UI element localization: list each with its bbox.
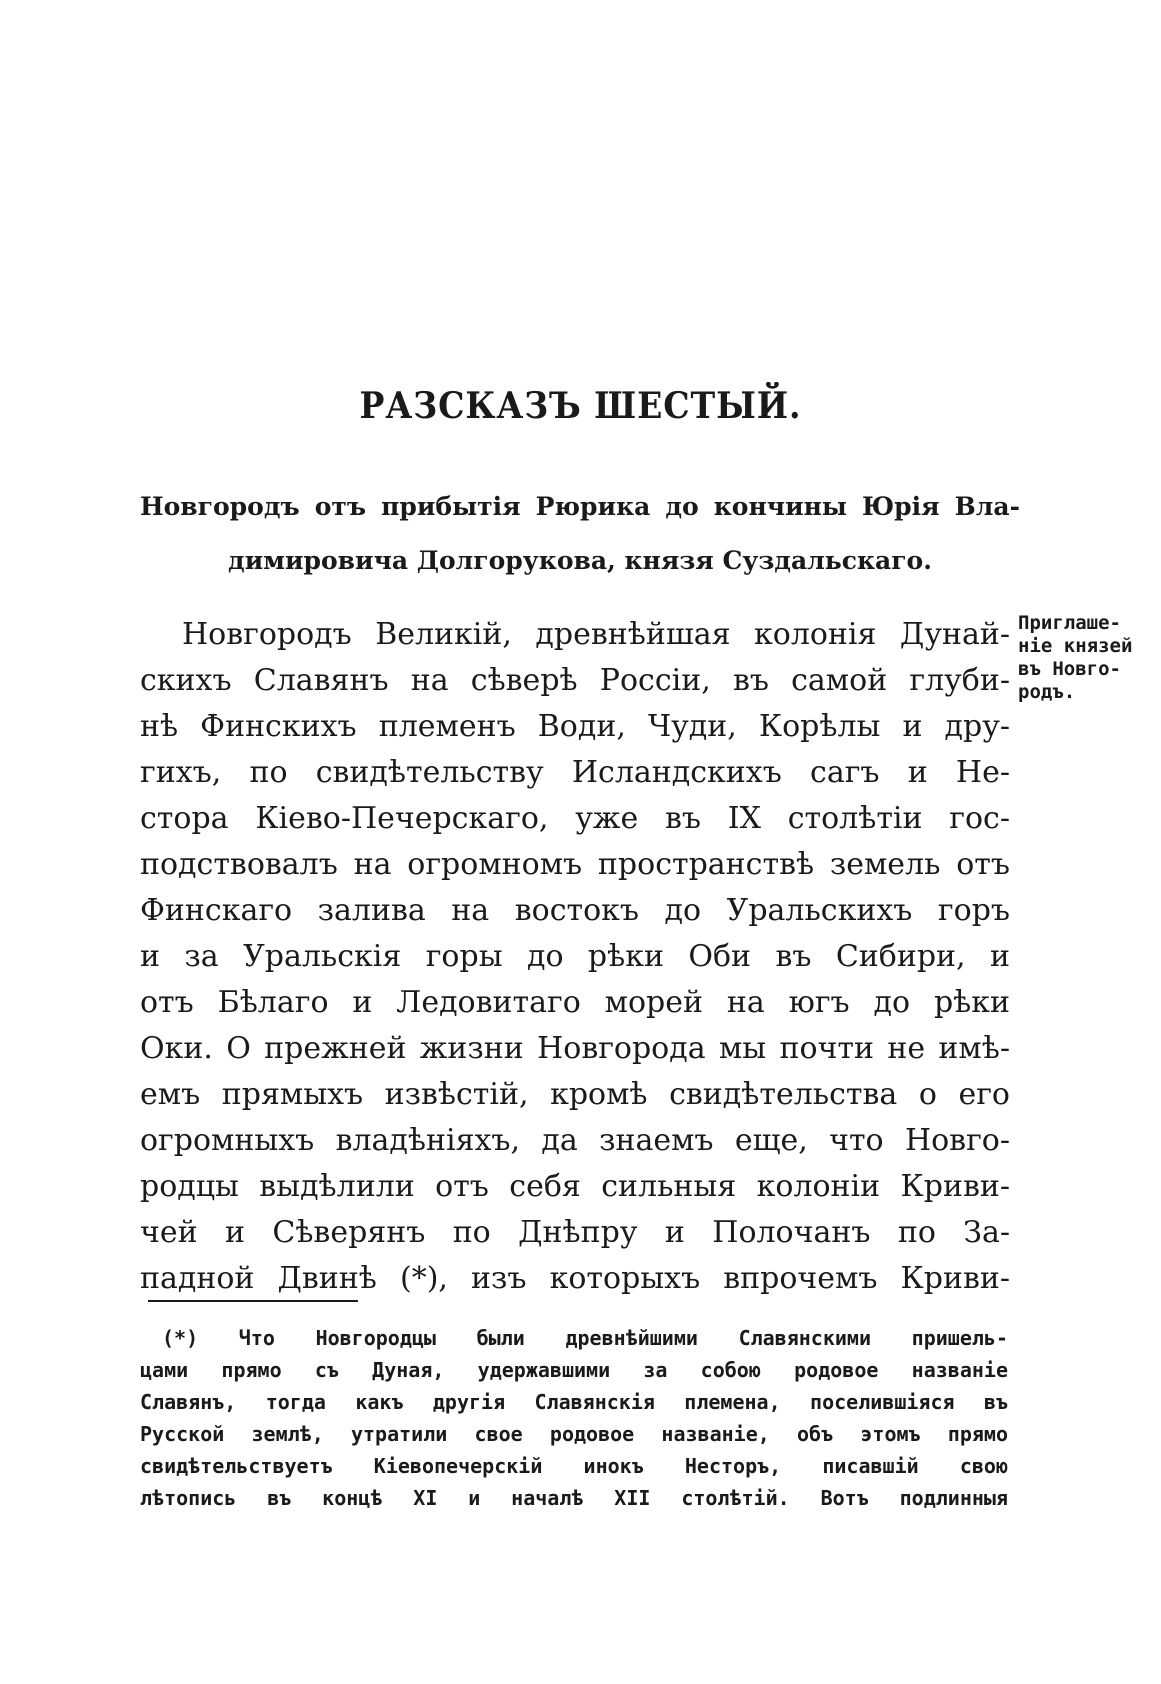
body-line: скихъ Славянъ на сѣверѣ Россіи, въ самой глуби- [140, 663, 1010, 698]
body-line: и за Уральскія горы до рѣки Оби въ Сибири, и [140, 939, 1010, 974]
body-line: подствовалъ на огромномъ пространствѣ земель отъ [140, 847, 1010, 882]
margin-note-line: въ Новго- [1018, 658, 1121, 680]
margin-note-line: Приглаше- [1018, 612, 1121, 634]
body-text [140, 612, 1010, 1302]
body-line: отъ Бѣлаго и Ледовитаго морей на югъ до рѣки [140, 985, 1010, 1020]
body-line: нѣ Финскихъ племенъ Води, Чуди, Корѣлы и дру- [140, 709, 1010, 744]
body-line: Финскаго залива на востокъ до Уральскихъ горъ [140, 893, 1010, 928]
body-line: чей и Сѣверянъ по Днѣпру и Полочанъ по За- [140, 1215, 1010, 1250]
body-line: родцы выдѣлили отъ себя сильныя колоніи Криви- [140, 1169, 1010, 1204]
subtitle-line: Новгородъ отъ прибытія Рюрика до кончины Юрія Вла- [140, 492, 1020, 521]
footnote-line: лѣтопись въ концѣ XI и началѣ XII столѣтій. Вотъ подлинныя [140, 1486, 1008, 1510]
footnote-divider [148, 1300, 358, 1302]
body-line: Оки. О прежней жизни Новгорода мы почти не имѣ- [140, 1031, 1010, 1066]
subtitle-line: димировича Долгорукова, князя Суздальскаго. [228, 546, 932, 575]
chapter-subtitle [140, 480, 1020, 588]
footnote-line: свидѣтельствуетъ Кіевопечерскій инокъ Несторъ, писавшій свою [140, 1454, 1008, 1478]
chapter-title: РАЗСКАЗЪ ШЕСТЫЙ. [359, 385, 802, 427]
body-line: стора Кіево-Печерскаго, уже въ IX столѣтіи гос- [140, 801, 1010, 836]
margin-note-line: родъ. [1018, 681, 1076, 703]
body-line: падной Двинѣ (*), изъ которыхъ впрочемъ Криви- [140, 1261, 1010, 1296]
margin-note [1018, 612, 1158, 704]
body-line: Новгородъ Великій, древнѣйшая колонія Дунай- [182, 617, 1010, 652]
footnote-line: Славянъ, тогда какъ другія Славянскія племена, поселившіяся въ [140, 1390, 1008, 1414]
body-line: гихъ, по свидѣтельству Исландскихъ сагъ и Не- [140, 755, 1010, 790]
body-line: емъ прямыхъ извѣстій, кромѣ свидѣтельства о его [140, 1077, 1010, 1112]
footnote-line: Русской землѣ, утратили свое родовое названіе, объ этомъ прямо [140, 1422, 1008, 1446]
footnote-line: (*) Что Новгородцы были древнѣйшими Славянскими пришель- [162, 1326, 1008, 1350]
margin-note-line: ніе князей [1018, 635, 1133, 657]
footnote [140, 1322, 1008, 1514]
body-line: огромныхъ владѣніяхъ, да знаемъ еще, что Новго- [140, 1123, 1010, 1158]
footnote-line: цами прямо съ Дуная, удержавшими за собою родовое названіе [140, 1358, 1008, 1382]
